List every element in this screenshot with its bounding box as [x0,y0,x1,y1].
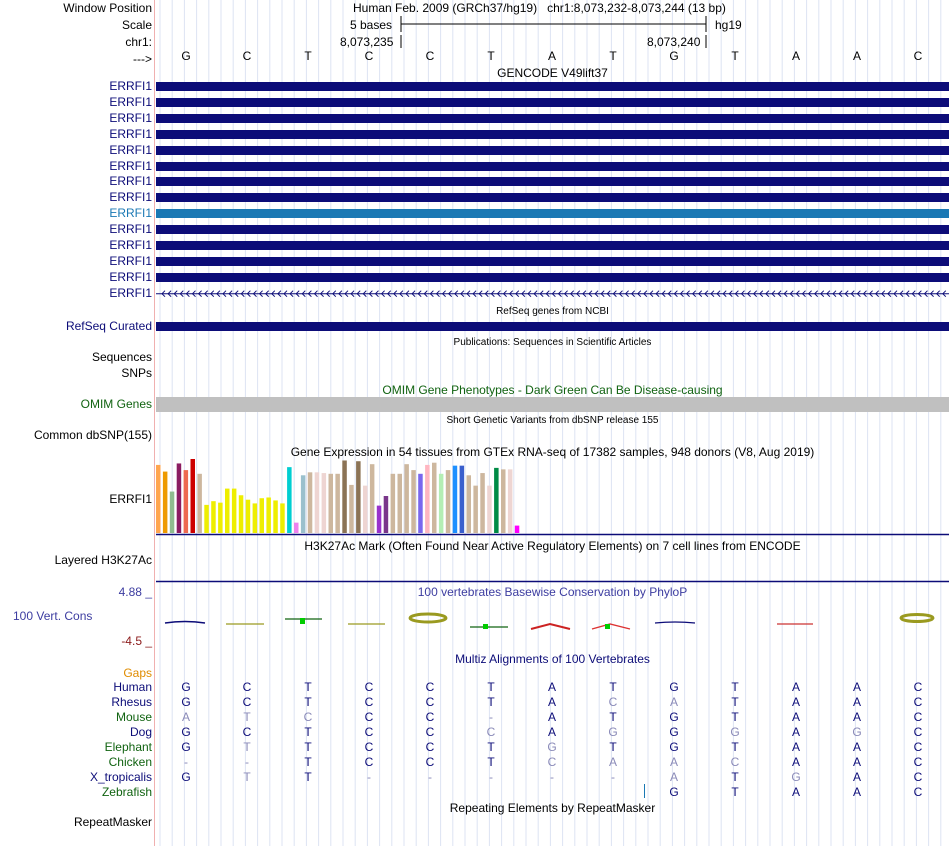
reference-base: C [425,49,435,63]
reference-base: T [609,49,617,63]
alignment-base: T [731,740,739,754]
gencode-transcript-label[interactable]: ERRFI1 [109,126,152,141]
alignment-base: G [181,695,191,709]
alignment-base: A [852,680,861,694]
alignment-base: T [731,680,739,694]
conservation-min-label: -4.5 _ [121,634,152,648]
conservation-track-title[interactable]: 100 vertebrates Basewise Conservation by PhyloP [417,585,688,599]
alignment-base: C [242,725,252,739]
alignment-base: C [425,695,435,709]
alignment-base: A [791,680,800,694]
omim-track-label[interactable]: OMIM Genes [80,397,152,411]
alignment-base: A [791,710,800,724]
alignment-base: A [547,710,556,724]
gencode-transcript-label[interactable]: ERRFI1 [109,94,152,109]
alignment-base: T [304,740,312,754]
alignment-base: A [852,770,861,784]
position-tick-left: 8,073,235 [340,35,394,49]
alignment-base: C [242,695,252,709]
alignment-base: A [547,725,556,739]
species-label[interactable]: Zebrafish [101,785,152,799]
gencode-transcript-label[interactable]: ERRFI1 [109,253,152,268]
sequences-track-label[interactable]: Sequences [91,350,152,364]
conservation-max-label: 4.88 _ [118,585,152,599]
alignment-base: G [669,680,679,694]
alignment-base: C [425,725,435,739]
species-label[interactable]: Mouse [115,710,152,724]
alignment-base: G [730,725,740,739]
alignment-base: C [303,710,313,724]
reference-base: G [181,49,191,63]
alignment-base: A [852,785,861,799]
dbsnp-track-label[interactable]: Common dbSNP(155) [33,428,152,442]
h3k27ac-track-label[interactable]: Layered H3K27Ac [54,553,152,567]
reference-base: T [304,49,312,63]
alignment-base: A [791,725,800,739]
species-label[interactable]: Dog [129,725,152,739]
alignment-base: G [669,725,679,739]
alignment-base: A [791,785,800,799]
gencode-track-title[interactable]: GENCODE V49lift37 [497,66,608,80]
alignment-base: T [609,710,617,724]
alignment-base: - [428,770,432,784]
chr-label: chr1: [125,35,152,49]
alignment-base: T [609,680,617,694]
alignment-base: - [245,755,249,769]
alignment-base: G [669,710,679,724]
alignment-base: - [489,770,493,784]
species-label[interactable]: Rhesus [111,695,152,709]
gencode-transcript-label[interactable]: ERRFI1 [109,79,152,93]
alignment-base: G [669,785,679,799]
alignment-base: A [852,710,861,724]
alignment-base: C [242,680,252,694]
alignment-base: G [852,725,862,739]
position-tick-right: 8,073,240 [647,35,701,49]
species-label[interactable]: Elephant [104,740,152,754]
publications-track-title[interactable]: Publications: Sequences in Scientific Articles [453,337,652,348]
alignment-base: C [425,680,435,694]
gencode-transcript-label[interactable]: ERRFI1 [109,190,152,205]
direction-arrow-label: ---> [133,52,152,66]
reference-base: C [242,49,252,63]
reference-base: C [364,49,374,63]
reference-base: A [547,49,556,63]
reference-base: T [487,49,495,63]
alignment-base: G [181,725,191,739]
alignment-base: G [181,740,191,754]
alignment-base: C [425,755,435,769]
reference-base: A [791,49,800,63]
alignment-base: G [181,680,191,694]
alignment-base: C [364,755,374,769]
alignment-base: C [913,680,923,694]
scale-bar-text: 5 bases [350,18,393,32]
alignment-base: T [243,770,251,784]
conservation-track-label[interactable]: 100 Vert. Cons [13,609,93,623]
alignment-base: A [852,695,861,709]
alignment-base: A [181,710,190,724]
alignment-base: C [913,755,923,769]
alignment-base: - [489,710,493,724]
alignment-base: G [669,740,679,754]
species-label[interactable]: Chicken [108,755,152,769]
alignment-base: A [669,755,678,769]
reference-base: G [669,49,679,63]
species-label[interactable]: Human [113,680,152,694]
gencode-transcript-label[interactable]: ERRFI1 [109,110,152,125]
repeatmasker-track-label[interactable]: RepeatMasker [73,815,152,829]
omim-track-title[interactable]: OMIM Gene Phenotypes - Dark Green Can Be Disease-causing [382,383,723,397]
zebrafish-gap-marker [644,784,645,798]
gtex-track-label[interactable]: ERRFI1 [109,492,152,506]
reference-base: C [913,49,923,63]
alignment-base: C [913,770,923,784]
reference-base: A [852,49,861,63]
alignment-base: T [304,680,312,694]
alignment-base: T [487,680,495,694]
alignment-base: T [731,785,739,799]
reference-base: T [731,49,739,63]
database-name: hg19 [715,18,742,32]
alignment-base: T [243,710,251,724]
h3k27ac-track-title[interactable]: H3K27Ac Mark (Often Found Near Active Regulatory Elements) on 7 cell lines from ENCODE [304,539,801,553]
alignment-base: C [364,740,374,754]
alignment-base: T [731,710,739,724]
gencode-transcript-label[interactable]: ERRFI1 [109,269,152,284]
alignment-base: T [487,695,495,709]
gencode-transcript-label[interactable]: ERRFI1 [109,158,152,173]
gaps-track-label[interactable]: Gaps [123,666,152,680]
repeatmasker-track-title[interactable]: Repeating Elements by RepeatMasker [449,801,656,815]
multiz-track-title[interactable]: Multiz Alignments of 100 Vertebrates [455,652,650,666]
window-position-label: Window Position [63,1,152,15]
alignment-base: T [487,740,495,754]
alignment-base: A [791,755,800,769]
alignment-base: C [364,695,374,709]
alignment-base: C [364,710,374,724]
alignment-base: G [181,770,191,784]
alignment-base: C [913,710,923,724]
alignment-base: T [304,695,312,709]
assembly-position-text: Human Feb. 2009 (GRCh37/hg19) chr1:8,073,232-8,073,244 (13 bp) [353,1,726,15]
alignment-base: G [791,770,801,784]
refseq-track-title[interactable]: RefSeq genes from NCBI [496,306,609,317]
alignment-base: - [550,770,554,784]
gtex-track-title[interactable]: Gene Expression in 54 tissues from GTEx RNA-seq of 17382 samples, 948 donors (V8, Aug 2019) [290,445,815,459]
alignment-base: C [425,740,435,754]
alignment-base: T [487,755,495,769]
scale-label: Scale [121,18,152,32]
alignment-base: A [669,695,678,709]
alignment-base: C [608,695,618,709]
snps-track-label[interactable]: SNPs [121,366,152,380]
alignment-base: C [913,695,923,709]
gencode-transcript-label[interactable]: ERRFI1 [109,238,152,252]
alignment-base: C [913,785,923,799]
alignment-base: A [852,740,861,754]
alignment-base: T [304,770,312,784]
alignment-base: T [243,740,251,754]
gencode-transcript-label[interactable]: ERRFI1 [109,142,152,157]
alignment-base: - [367,770,371,784]
gencode-transcript-label[interactable]: ERRFI1 [109,222,152,237]
alignment-base: A [669,770,678,784]
alignment-base: A [791,740,800,754]
alignment-base: G [547,740,557,754]
dbsnp-track-title[interactable]: Short Genetic Variants from dbSNP release 155 [446,415,659,426]
alignment-base: G [608,725,618,739]
alignment-base: C [913,740,923,754]
alignment-base: C [486,725,496,739]
alignment-base: T [304,755,312,769]
alignment-base: T [731,770,739,784]
alignment-base: T [304,725,312,739]
alignment-base: A [608,755,617,769]
gencode-transcript-label[interactable]: ERRFI1 [109,206,152,221]
species-label[interactable]: X_tropicalis [89,770,152,784]
alignment-base: A [547,695,556,709]
refseq-track-label[interactable]: RefSeq Curated [65,319,152,333]
alignment-base: C [913,725,923,739]
alignment-base: C [364,725,374,739]
alignment-base: C [730,755,740,769]
gencode-transcript-label[interactable]: ERRFI1 [109,285,152,300]
alignment-base: A [852,755,861,769]
alignment-base: A [791,695,800,709]
alignment-base: - [611,770,615,784]
alignment-base: C [364,680,374,694]
alignment-base: A [547,680,556,694]
alignment-base: C [547,755,557,769]
alignment-base: - [184,755,188,769]
gencode-transcript-label[interactable]: ERRFI1 [109,174,152,189]
alignment-base: C [425,710,435,724]
alignment-base: T [731,695,739,709]
alignment-base: T [609,740,617,754]
